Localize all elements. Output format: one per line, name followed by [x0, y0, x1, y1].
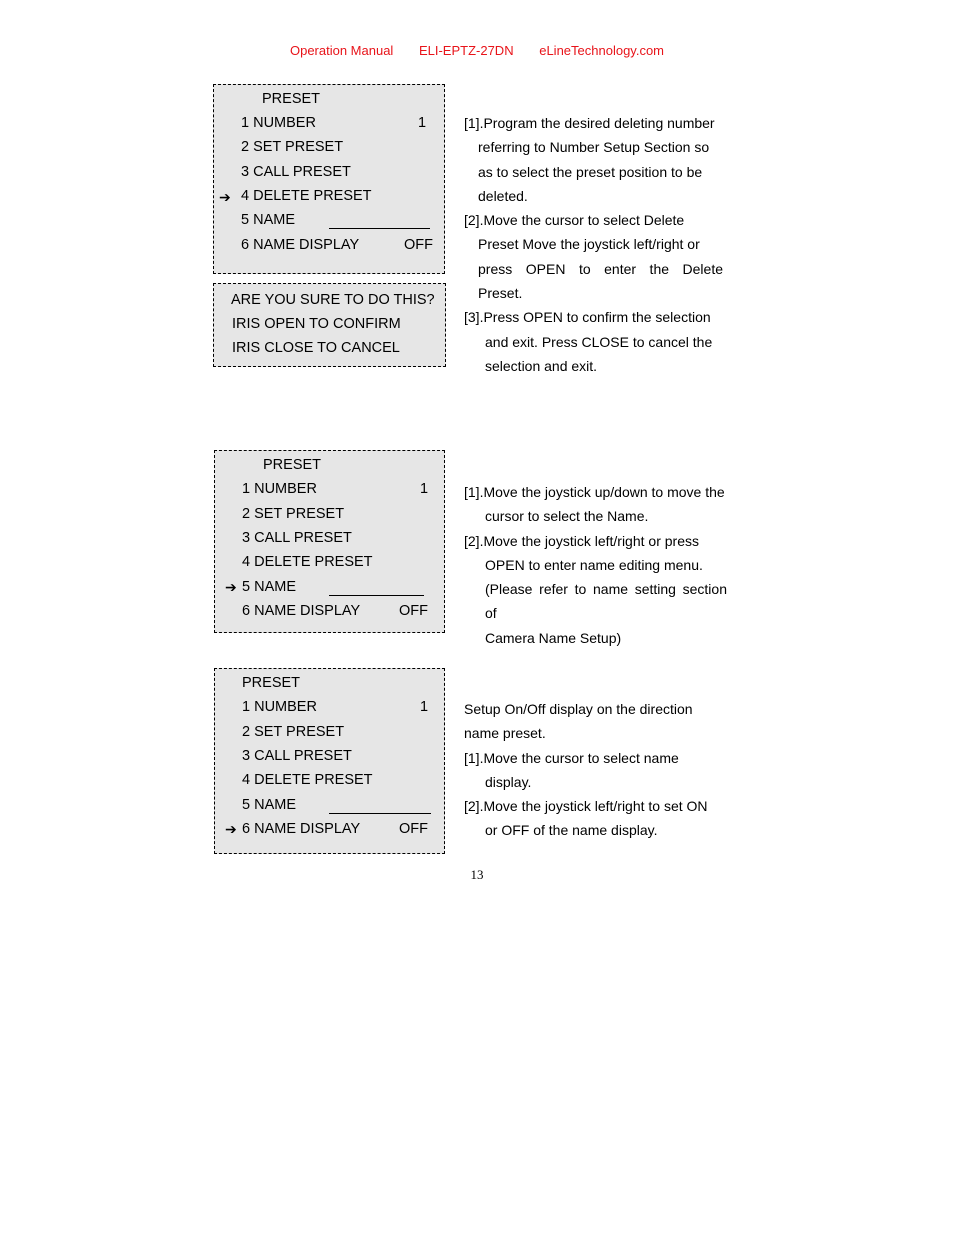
number-value: 1	[418, 115, 427, 131]
header-manual-title: Operation Manual	[289, 43, 394, 58]
step-2-lead: [2].Move the cursor to select Delete	[464, 212, 685, 229]
menu-item-call-preset[interactable]: 3 CALL PRESET	[241, 164, 351, 180]
step-1-line: as to select the preset position to be	[478, 163, 703, 180]
menu-item-name[interactable]: 5 NAME	[242, 579, 296, 595]
step-2-line: OPEN to enter name editing menu.	[485, 556, 703, 573]
name-display-value: OFF	[399, 603, 428, 619]
step-2-line: (Please refer to name setting section of	[485, 581, 727, 622]
header-model: ELI-EPTZ-27DN	[418, 43, 514, 58]
menu-item-delete-preset[interactable]: 4 DELETE PRESET	[242, 772, 373, 788]
menu-title: PRESET	[263, 457, 322, 473]
page-number: 13	[470, 867, 484, 882]
step-2-lead: [2].Move the joystick left/right or press	[464, 532, 699, 549]
menu-item-set-preset[interactable]: 2 SET PRESET	[241, 139, 344, 155]
menu-title: PRESET	[242, 675, 301, 691]
header-website: eLineTechnology.com	[539, 43, 665, 58]
name-blank-field	[329, 595, 424, 596]
step-1-line: cursor to select the Name.	[485, 508, 649, 525]
step-1-lead: [1].Move the joystick up/down to move the	[464, 484, 725, 500]
confirm-open-instruction: IRIS OPEN TO CONFIRM	[232, 316, 401, 332]
preset-menu-delete	[213, 84, 445, 274]
step-1-lead: [1].Move the cursor to select name	[464, 749, 679, 766]
delete-preset-instructions	[464, 111, 723, 378]
menu-item-name[interactable]: 5 NAME	[241, 212, 295, 228]
menu-item-number[interactable]: 1 NUMBER	[242, 699, 317, 715]
confirm-question: ARE YOU SURE TO DO THIS?	[231, 292, 435, 308]
number-value: 1	[420, 699, 429, 715]
step-1-line: deleted.	[478, 187, 528, 204]
cursor-arrow-icon: ➔	[225, 579, 237, 595]
page-header	[0, 43, 954, 58]
preset-menu-name-display	[214, 668, 445, 854]
cursor-arrow-icon: ➔	[225, 821, 237, 837]
step-3-line: and exit. Press CLOSE to cancel the	[485, 333, 713, 350]
step-2-line: press OPEN to enter the Delete Preset.	[478, 260, 723, 302]
menu-item-number[interactable]: 1 NUMBER	[241, 115, 316, 131]
confirm-close-instruction: IRIS CLOSE TO CANCEL	[232, 340, 400, 356]
menu-item-name-display[interactable]: 6 NAME DISPLAY	[242, 603, 361, 619]
menu-item-delete-preset[interactable]: 4 DELETE PRESET	[242, 554, 373, 570]
menu-item-call-preset[interactable]: 3 CALL PRESET	[242, 748, 352, 764]
name-blank-field	[329, 228, 430, 229]
menu-title: PRESET	[262, 91, 321, 107]
menu-item-delete-preset[interactable]: 4 DELETE PRESET	[241, 188, 372, 204]
name-blank-field	[329, 813, 431, 814]
name-display-instructions	[464, 697, 715, 843]
step-2-lead: [2].Move the joystick left/right to set ON	[464, 798, 708, 815]
menu-item-name[interactable]: 5 NAME	[242, 797, 296, 813]
name-instructions	[464, 480, 727, 650]
name-display-value: OFF	[399, 821, 428, 837]
cursor-arrow-icon: ➔	[219, 189, 231, 205]
step-1-line: display.	[485, 773, 532, 790]
step-2-line: or OFF of the name display.	[485, 822, 658, 839]
menu-item-set-preset[interactable]: 2 SET PRESET	[242, 724, 345, 740]
intro-line: name preset.	[464, 725, 546, 742]
step-2-line: Preset Move the joystick left/right or	[478, 236, 700, 253]
menu-item-call-preset[interactable]: 3 CALL PRESET	[242, 530, 352, 546]
step-3-lead: [3].Press OPEN to confirm the selection	[464, 309, 711, 326]
menu-item-set-preset[interactable]: 2 SET PRESET	[242, 506, 345, 522]
menu-item-number[interactable]: 1 NUMBER	[242, 481, 317, 497]
step-2-line: Camera Name Setup)	[485, 629, 622, 646]
step-1-line: referring to Number Setup Section so	[478, 139, 710, 156]
name-display-value: OFF	[404, 237, 433, 253]
number-value: 1	[420, 481, 429, 497]
menu-item-name-display[interactable]: 6 NAME DISPLAY	[241, 237, 360, 253]
preset-menu-name	[214, 450, 445, 633]
menu-item-name-display[interactable]: 6 NAME DISPLAY	[242, 821, 361, 837]
confirm-dialog	[213, 283, 446, 367]
step-3-line: selection and exit.	[485, 357, 598, 374]
step-1-lead: [1].Program the desired deleting number	[464, 115, 715, 131]
intro-line: Setup On/Off display on the direction	[464, 701, 693, 717]
